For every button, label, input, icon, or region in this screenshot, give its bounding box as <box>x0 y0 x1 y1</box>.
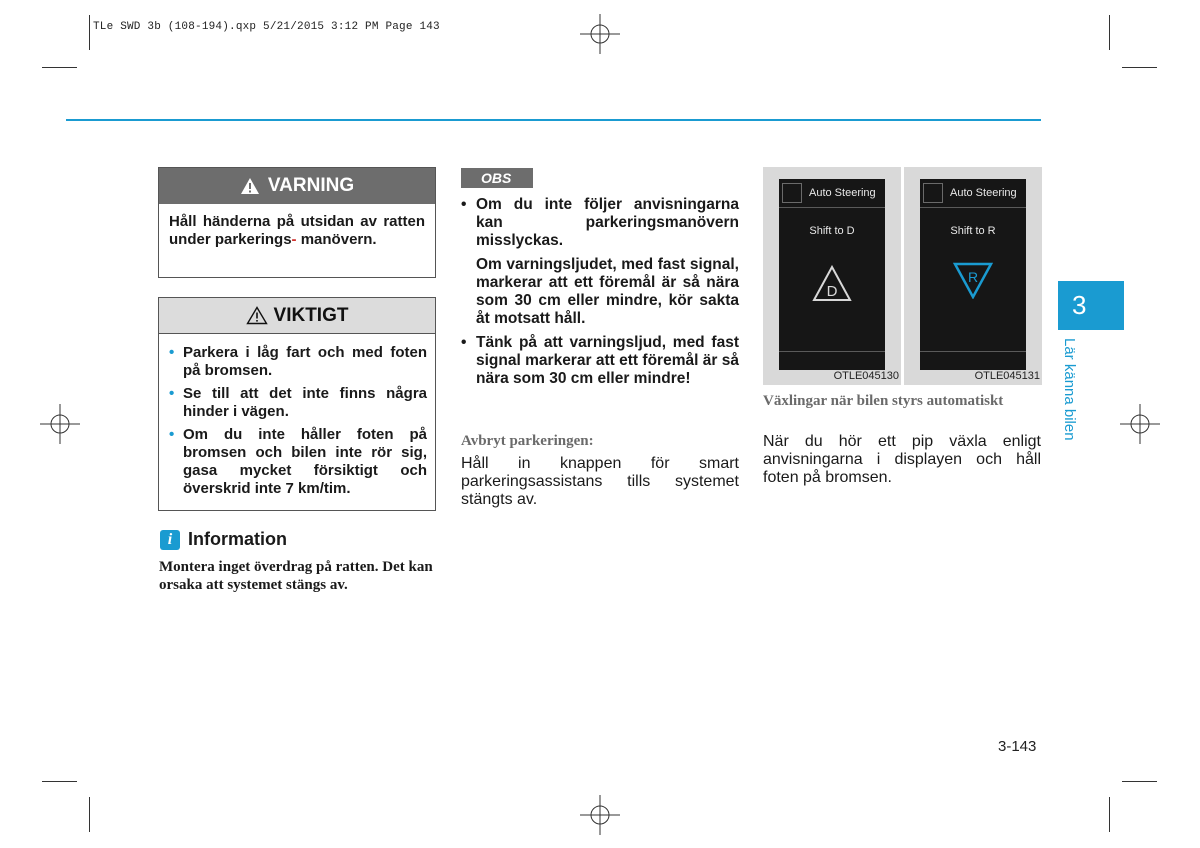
obs-list <box>461 196 739 394</box>
display-message: Shift to D <box>809 225 855 237</box>
warning-title: VARNING <box>267 175 355 196</box>
warning-triangle-icon <box>240 177 260 195</box>
crop-mark <box>42 781 77 782</box>
abort-heading: Avbryt parkeringen: <box>461 433 594 449</box>
display-divider <box>779 351 885 352</box>
display-divider <box>779 207 885 208</box>
warning-header <box>159 168 435 204</box>
registration-mark-icon <box>580 795 620 835</box>
important-box <box>158 297 436 511</box>
display-screen <box>920 179 1026 370</box>
gear-d-warning-icon <box>812 265 852 303</box>
gear-letter: D <box>826 283 838 300</box>
crop-mark <box>89 797 90 832</box>
important-title: VIKTIGT <box>273 304 349 326</box>
crop-mark <box>89 15 90 50</box>
display-square-icon <box>923 183 943 203</box>
information-heading <box>160 529 287 550</box>
important-header <box>159 298 435 334</box>
figure-shift-to-d <box>763 167 901 385</box>
list-item: • Om du inte håller foten på bromsen och bilen inte rör sig, gasa mycket försiktigt och överskrid inte 7 km/tim. <box>183 426 427 498</box>
crop-mark <box>1122 67 1157 68</box>
display-divider <box>920 207 1026 208</box>
gear-r-warning-icon <box>953 261 993 299</box>
abort-text: Håll in knappen för smart parkeringsassistans tills systemet stängts av. <box>461 455 739 508</box>
gear-shift-text: När du hör ett pip växla enligt anvisningarna i displayen och håll foten på bromsen. <box>763 433 1041 486</box>
obs-paragraph: • Om du inte följer anvisningarna kan parkeringsmanövern misslyckas. <box>476 196 739 249</box>
print-file-info: TLe SWD 3b (108-194).qxp 5/21/2015 3:12 PM Page 143 <box>93 21 440 33</box>
figure-shift-to-r <box>904 167 1042 385</box>
obs-paragraph: Om varningsljudet, med fast signal, markerar att ett föremål är så nära som 30 cm eller mindre, kör sakta åt motsatt håll. <box>476 256 739 327</box>
list-item <box>461 334 739 388</box>
list-item <box>461 196 739 328</box>
page-number: 3-143 <box>998 738 1037 755</box>
display-screen <box>779 179 885 370</box>
information-title: Information <box>188 529 287 549</box>
information-text: Montera inget överdrag på ratten. Det kan orsaka att systemet stängs av. <box>159 559 433 593</box>
obs-tag: OBS <box>461 168 533 188</box>
display-message: Shift to R <box>950 225 996 237</box>
registration-mark-icon <box>40 404 80 444</box>
figure-code: OTLE045130 <box>833 370 899 382</box>
display-title: Auto Steering <box>809 187 876 199</box>
chapter-label: Lär känna bilen <box>1061 338 1078 441</box>
crop-mark <box>42 67 77 68</box>
warning-box <box>158 167 436 278</box>
caution-triangle-icon <box>246 306 268 325</box>
display-title: Auto Steering <box>950 187 1017 199</box>
header-rule <box>66 119 1041 121</box>
display-divider <box>920 351 1026 352</box>
crop-mark <box>1109 15 1110 50</box>
gear-letter: R <box>967 269 979 285</box>
registration-mark-icon <box>1120 404 1160 444</box>
figure-code: OTLE045131 <box>974 370 1040 382</box>
obs-paragraph: • Tänk på att varningsljud, med fast signal markerar att ett föremål är så nära som 30 cm eller mindre! <box>476 334 739 387</box>
display-square-icon <box>782 183 802 203</box>
chapter-tab: 3 <box>1058 281 1124 330</box>
important-list <box>159 334 435 498</box>
list-item: • Parkera i låg fart och med foten på bromsen. <box>183 344 427 380</box>
gear-shift-heading: Växlingar när bilen styrs automatiskt <box>763 393 1004 409</box>
info-icon: i <box>160 530 180 550</box>
crop-mark <box>1109 797 1110 832</box>
crop-mark <box>1122 781 1157 782</box>
list-item: • Se till att det inte finns några hinder i vägen. <box>183 385 427 421</box>
registration-mark-icon <box>580 14 620 54</box>
warning-text: Håll händerna på utsidan av ratten under parkerings- manövern. <box>169 213 425 248</box>
